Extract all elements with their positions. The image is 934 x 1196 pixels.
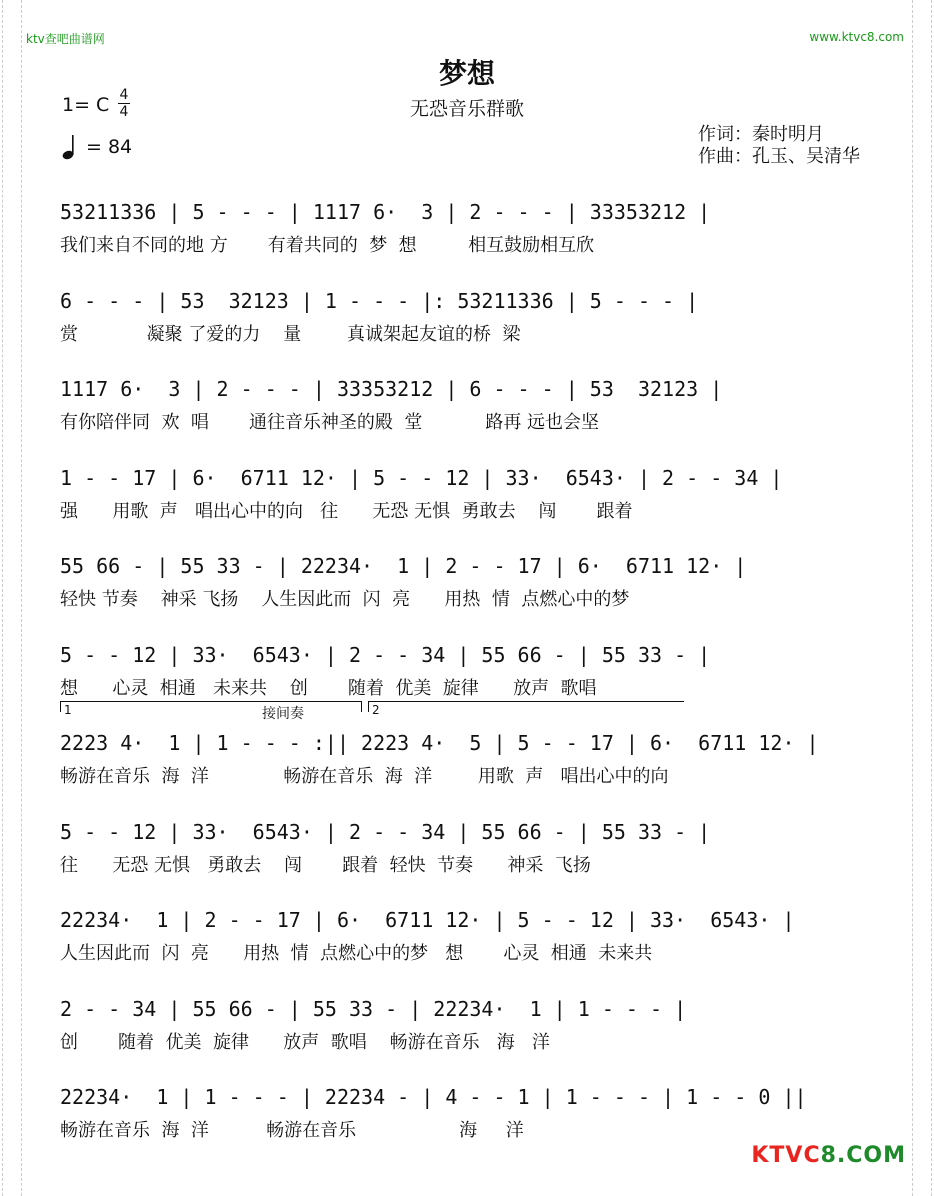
time-signature <box>118 88 130 119</box>
lyrics-row: 畅游在音乐 海 洋 畅游在音乐 海 洋 用歌 声 唱出心中的向 <box>60 766 669 787</box>
volta-text: 接间奏 <box>262 706 304 722</box>
lyricist: 作词：秦时明月 <box>698 124 824 145</box>
notation-row: 22234· 1 | 1 - - - | 22234 - | 4 - - 1 | 1 - - - | 1 - - 0 || <box>60 1085 807 1109</box>
logo-part-b: 8.COM <box>820 1143 906 1168</box>
right-border-strip <box>912 0 932 1196</box>
song-title: 梦想 <box>438 57 495 90</box>
logo-part-a: KTVC <box>751 1143 821 1168</box>
lyrics-row: 人生因此而 闪 亮 用热 情 点燃心中的梦 想 心灵 相通 未来共 <box>60 943 653 964</box>
tempo-value: = 84 <box>86 136 133 158</box>
credits <box>698 124 860 168</box>
song-subtitle: 无恐音乐群歌 <box>409 98 524 120</box>
watermark-left: ktv查吧曲谱网 <box>26 32 105 46</box>
notation-row: 55 66 - | 55 33 - | 22234· 1 | 2 - - 17 | 6· 6711 12· | <box>60 554 747 578</box>
notation-row: 2223 4· 1 | 1 - - - :|| 2223 4· 5 | 5 - - 17 | 6· 6711 12· | <box>60 731 819 755</box>
volta-bracket-2 <box>368 701 684 712</box>
volta-label-2: 2 <box>372 703 380 717</box>
lyrics-row: 轻快 节奏 神采 飞扬 人生因此而 闪 亮 用热 情 点燃心中的梦 <box>60 589 630 610</box>
notation-row: 22234· 1 | 2 - - 17 | 6· 6711 12· | 5 - - 12 | 33· 6543· | <box>60 908 795 932</box>
lyrics-row: 创 随着 优美 旋律 放声 歌唱 畅游在音乐 海 洋 <box>60 1032 550 1053</box>
composer: 作曲：孔玉、吴清华 <box>698 146 860 167</box>
notation-row: 6 - - - | 53 32123 | 1 - - - |: 53211336 | 5 - - - | <box>60 289 699 313</box>
lyrics-row: 我们来自不同的地 方 有着共同的 梦 想 相互鼓励相互欣 <box>60 235 595 256</box>
notation-row: 53211336 | 5 - - - | 1117 6· 3 | 2 - - - | 33353212 | <box>60 200 711 224</box>
lyrics-row: 畅游在音乐 海 洋 畅游在音乐 海 洋 <box>60 1120 524 1141</box>
notation-row: 1117 6· 3 | 2 - - - | 33353212 | 6 - - - | 53 32123 | <box>60 377 723 401</box>
volta-label-1: 1 <box>64 703 72 717</box>
time-top: 4 <box>119 87 129 103</box>
notation-row: 5 - - 12 | 33· 6543· | 2 - - 34 | 55 66 - | 55 33 - | <box>60 643 711 667</box>
quarter-note-icon <box>62 134 76 160</box>
lyrics-row: 赏 凝聚 了爱的力 量 真诚架起友谊的桥 梁 <box>60 324 521 345</box>
lyrics-row: 有你陪伴同 欢 唱 通往音乐神圣的殿 堂 路再 远也会坚 <box>60 412 600 433</box>
site-logo <box>751 1143 906 1168</box>
key-signature: 1= C <box>62 94 110 116</box>
lyrics-row: 往 无恐 无惧 勇敢去 闯 跟着 轻快 节奏 神采 飞扬 <box>60 855 591 876</box>
watermark-right: www.ktvc8.com <box>809 30 904 44</box>
volta-bracket-1 <box>60 701 362 712</box>
notation-row: 1 - - 17 | 6· 6711 12· | 5 - - 12 | 33· 6543· | 2 - - 34 | <box>60 466 783 490</box>
lyrics-row: 想 心灵 相通 未来共 创 随着 优美 旋律 放声 歌唱 <box>60 678 597 699</box>
tempo-marking <box>62 134 132 160</box>
notation-row: 2 - - 34 | 55 66 - | 55 33 - | 22234· 1 | 1 - - - | <box>60 997 687 1021</box>
left-border-strip <box>2 0 22 1196</box>
time-bottom: 4 <box>119 104 129 120</box>
notation-row: 5 - - 12 | 33· 6543· | 2 - - 34 | 55 66 - | 55 33 - | <box>60 820 711 844</box>
lyrics-row: 强 用歌 声 唱出心中的向 往 无恐 无惧 勇敢去 闯 跟着 <box>60 501 633 522</box>
